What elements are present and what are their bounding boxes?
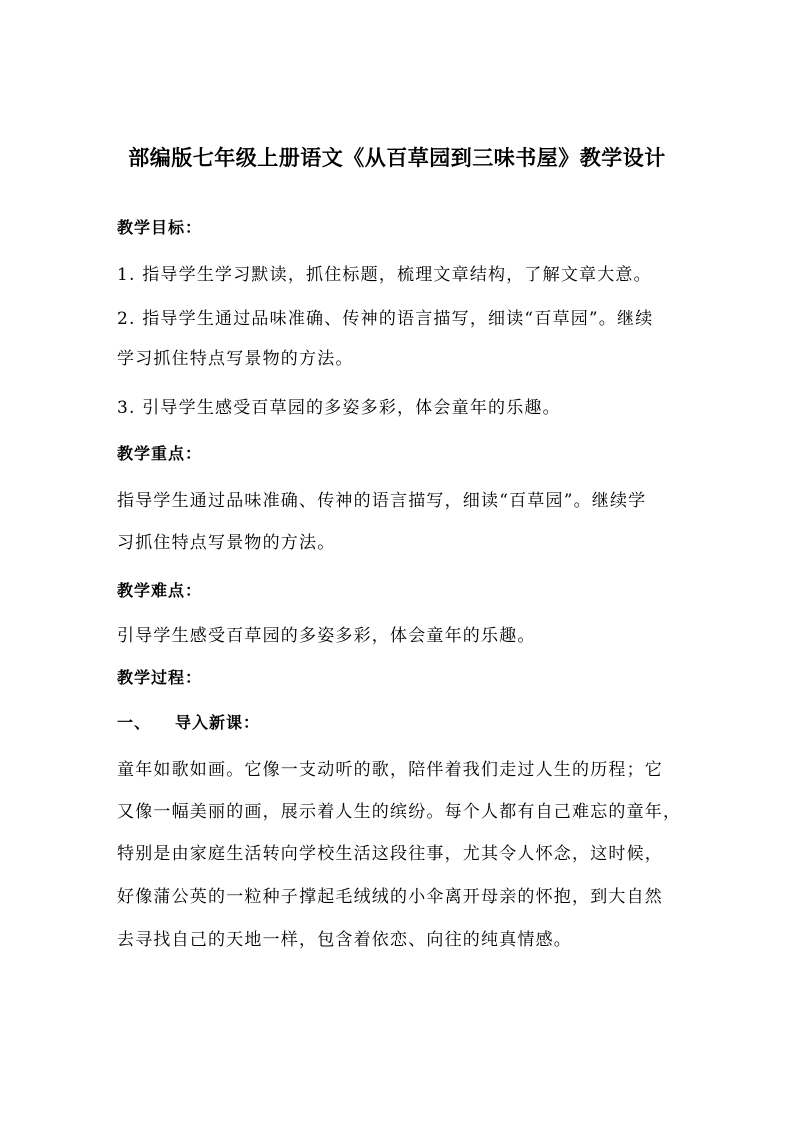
section-1-heading	[117, 710, 260, 736]
objective-item-3: 3. 引导学生感受百草园的多姿多彩，体会童年的乐趣。	[117, 398, 561, 418]
section-1-line-1: 童年如歌如画。它像一支动听的歌，陪伴着我们走过人生的历程；它	[117, 760, 663, 780]
section-1-line-3: 特别是由家庭生活转向学校生活这段往事，尤其令人怀念，这时候，	[117, 844, 663, 864]
key-points-heading: 教学重点：	[117, 444, 203, 463]
objective-item-2-cont: 学习抓住特点写景物的方法。	[117, 349, 354, 369]
section-1-line-5: 去寻找自己的天地一样，包含着依恋、向往的纯真情感。	[117, 930, 572, 950]
section-1-title: 导入新课：	[175, 713, 261, 732]
objectives-heading: 教学目标：	[117, 218, 203, 237]
key-points-line-1: 指导学生通过品味准确、传神的语言描写，细读“百草园”。继续学	[117, 491, 647, 511]
difficulties-heading: 教学难点：	[117, 581, 203, 600]
process-heading: 教学过程：	[117, 668, 203, 687]
page-title: 部编版七年级上册语文《从百草园到三味书屋》教学设计	[128, 146, 666, 170]
objective-item-1: 1. 指导学生学习默读，抓住标题，梳理文章结构，了解文章大意。	[117, 265, 652, 285]
difficulties-line-1: 引导学生感受百草园的多姿多彩，体会童年的乐趣。	[117, 626, 536, 646]
section-1-line-4: 好像蒲公英的一粒种子撑起毛绒绒的小伞离开母亲的怀抱，到大自然	[117, 887, 663, 907]
objective-item-2: 2. 指导学生通过品味准确、传神的语言描写，细读“百草园”。继续	[117, 309, 654, 329]
section-1-number: 一、	[117, 713, 152, 732]
section-1-line-2: 又像一幅美丽的画，展示着人生的缤纷。每个人都有自己难忘的童年，	[117, 802, 682, 822]
key-points-line-2: 习抓住特点写景物的方法。	[117, 533, 336, 553]
